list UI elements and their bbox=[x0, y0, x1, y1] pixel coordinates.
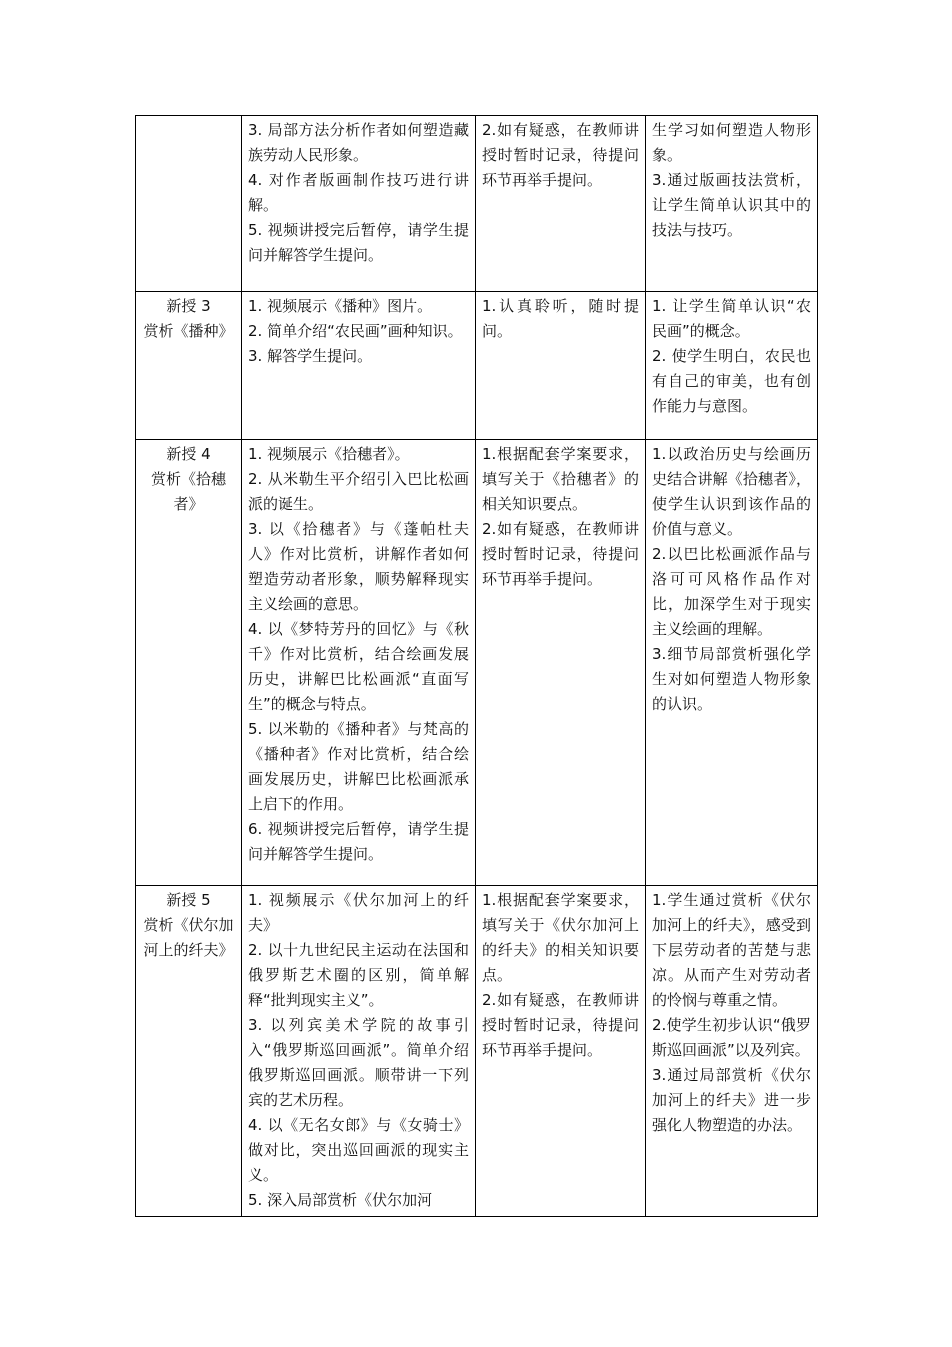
teacher-step: 5. 深入局部赏析《伏尔加河 bbox=[248, 1191, 433, 1209]
purpose-item: 1. 让学生简单认识“农民画”的概念。 bbox=[652, 297, 811, 340]
section-cell bbox=[136, 440, 242, 886]
purpose-item: 3.通过版画技法赏析，让学生简单认识其中的技法与技巧。 bbox=[652, 171, 811, 239]
teacher-step: 4. 以《梦特芳丹的回忆》与《秋千》作对比赏析，结合绘画发展历史，讲解巴比松画派“直面写生”的概念与特点。 bbox=[248, 620, 469, 713]
section-cell bbox=[136, 116, 242, 292]
student-step: 2.如有疑惑，在教师讲授时暂时记录，待提问环节再举手提问。 bbox=[482, 520, 639, 588]
teacher-step: 2. 以十九世纪民主运动在法国和俄罗斯艺术圈的区别，简单解释“批判现实主义”。 bbox=[248, 941, 469, 1009]
purpose-item: 3.通过局部赏析《伏尔加河上的纤夫》进一步强化人物塑造的办法。 bbox=[652, 1066, 811, 1134]
section-cell bbox=[136, 292, 242, 440]
teacher-step: 5. 视频讲授完后暂停，请学生提问并解答学生提问。 bbox=[248, 221, 469, 264]
student-activity-cell bbox=[476, 116, 646, 292]
purpose-item: 2. 使学生明白，农民也有自己的审美，也有创作能力与意图。 bbox=[652, 347, 811, 415]
design-purpose-cell bbox=[646, 292, 818, 440]
design-purpose-cell bbox=[646, 116, 818, 292]
teacher-step: 5. 以米勒的《播种者》与梵高的《播种者》作对比赏析，结合绘画发展历史，讲解巴比松画派承上启下的作用。 bbox=[248, 720, 469, 813]
design-purpose-cell bbox=[646, 886, 818, 1217]
student-activity-cell bbox=[476, 292, 646, 440]
lesson-plan-table bbox=[135, 115, 818, 1217]
teacher-step: 1. 视频展示《伏尔加河上的纤夫》 bbox=[248, 891, 469, 934]
student-step: 2.如有疑惑，在教师讲授时暂时记录，待提问环节再举手提问。 bbox=[482, 991, 639, 1059]
teacher-activity-cell bbox=[242, 886, 476, 1217]
teacher-step: 1. 视频展示《拾穗者》。 bbox=[248, 445, 410, 463]
purpose-item: 1.以政治历史与绘画历史结合讲解《拾穗者》，使学生认识到该作品的价值与意义。 bbox=[652, 445, 811, 538]
table-row bbox=[136, 116, 818, 292]
student-step: 1.认真聆听，随时提问。 bbox=[482, 297, 639, 340]
student-step: 2.如有疑惑，在教师讲授时暂时记录，待提问环节再举手提问。 bbox=[482, 121, 639, 189]
teacher-step: 2. 简单介绍“农民画”画种知识。 bbox=[248, 322, 463, 340]
teacher-step: 3. 解答学生提问。 bbox=[248, 347, 373, 365]
teacher-step: 3. 以列宾美术学院的故事引入“俄罗斯巡回画派”。简单介绍俄罗斯巡回画派。顺带讲一下列宾的艺术历程。 bbox=[248, 1016, 469, 1109]
purpose-item: 生学习如何塑造人物形象。 bbox=[652, 121, 811, 164]
teacher-activity-cell bbox=[242, 116, 476, 292]
student-activity-cell bbox=[476, 440, 646, 886]
design-purpose-cell bbox=[646, 440, 818, 886]
teacher-step: 4. 对作者版画制作技巧进行讲解。 bbox=[248, 171, 469, 214]
student-step: 1.根据配套学案要求，填写关于《伏尔加河上的纤夫》的相关知识要点。 bbox=[482, 891, 639, 984]
teacher-step: 6. 视频讲授完后暂停，请学生提问并解答学生提问。 bbox=[248, 820, 469, 863]
purpose-item: 2.以巴比松画派作品与洛可可风格作品作对比，加深学生对于现实主义绘画的理解。 bbox=[652, 545, 811, 638]
teacher-activity-cell bbox=[242, 292, 476, 440]
teacher-step: 1. 视频展示《播种》图片。 bbox=[248, 297, 433, 315]
student-step: 1.根据配套学案要求，填写关于《拾穗者》的相关知识要点。 bbox=[482, 445, 639, 513]
purpose-item: 1.学生通过赏析《伏尔加河上的纤夫》，感受到下层劳动者的苦楚与悲凉。从而产生对劳动者的怜悯与尊重之情。 bbox=[652, 891, 811, 1009]
section-label: 新授 4 赏析《拾穗者》 bbox=[150, 445, 226, 513]
purpose-item: 2.使学生初步认识“俄罗斯巡回画派”以及列宾。 bbox=[652, 1016, 811, 1059]
table-row bbox=[136, 886, 818, 1217]
teacher-step: 3. 局部方法分析作者如何塑造藏族劳动人民形象。 bbox=[248, 121, 469, 164]
purpose-item: 3.细节局部赏析强化学生对如何塑造人物形象的认识。 bbox=[652, 645, 811, 713]
section-cell bbox=[136, 886, 242, 1217]
table-row bbox=[136, 440, 818, 886]
teacher-activity-cell bbox=[242, 440, 476, 886]
student-activity-cell bbox=[476, 886, 646, 1217]
table-row bbox=[136, 292, 818, 440]
section-label: 新授 3 赏析《播种》 bbox=[143, 297, 234, 340]
teacher-step: 3. 以《拾穗者》与《蓬帕杜夫人》作对比赏析，讲解作者如何塑造劳动者形象，顺势解释现实主义绘画的意思。 bbox=[248, 520, 469, 613]
teacher-step: 4. 以《无名女郎》与《女骑士》做对比，突出巡回画派的现实主义。 bbox=[248, 1116, 469, 1184]
section-label: 新授 5 赏析《伏尔加河上的纤夫》 bbox=[143, 891, 234, 959]
teacher-step: 2. 从米勒生平介绍引入巴比松画派的诞生。 bbox=[248, 470, 469, 513]
